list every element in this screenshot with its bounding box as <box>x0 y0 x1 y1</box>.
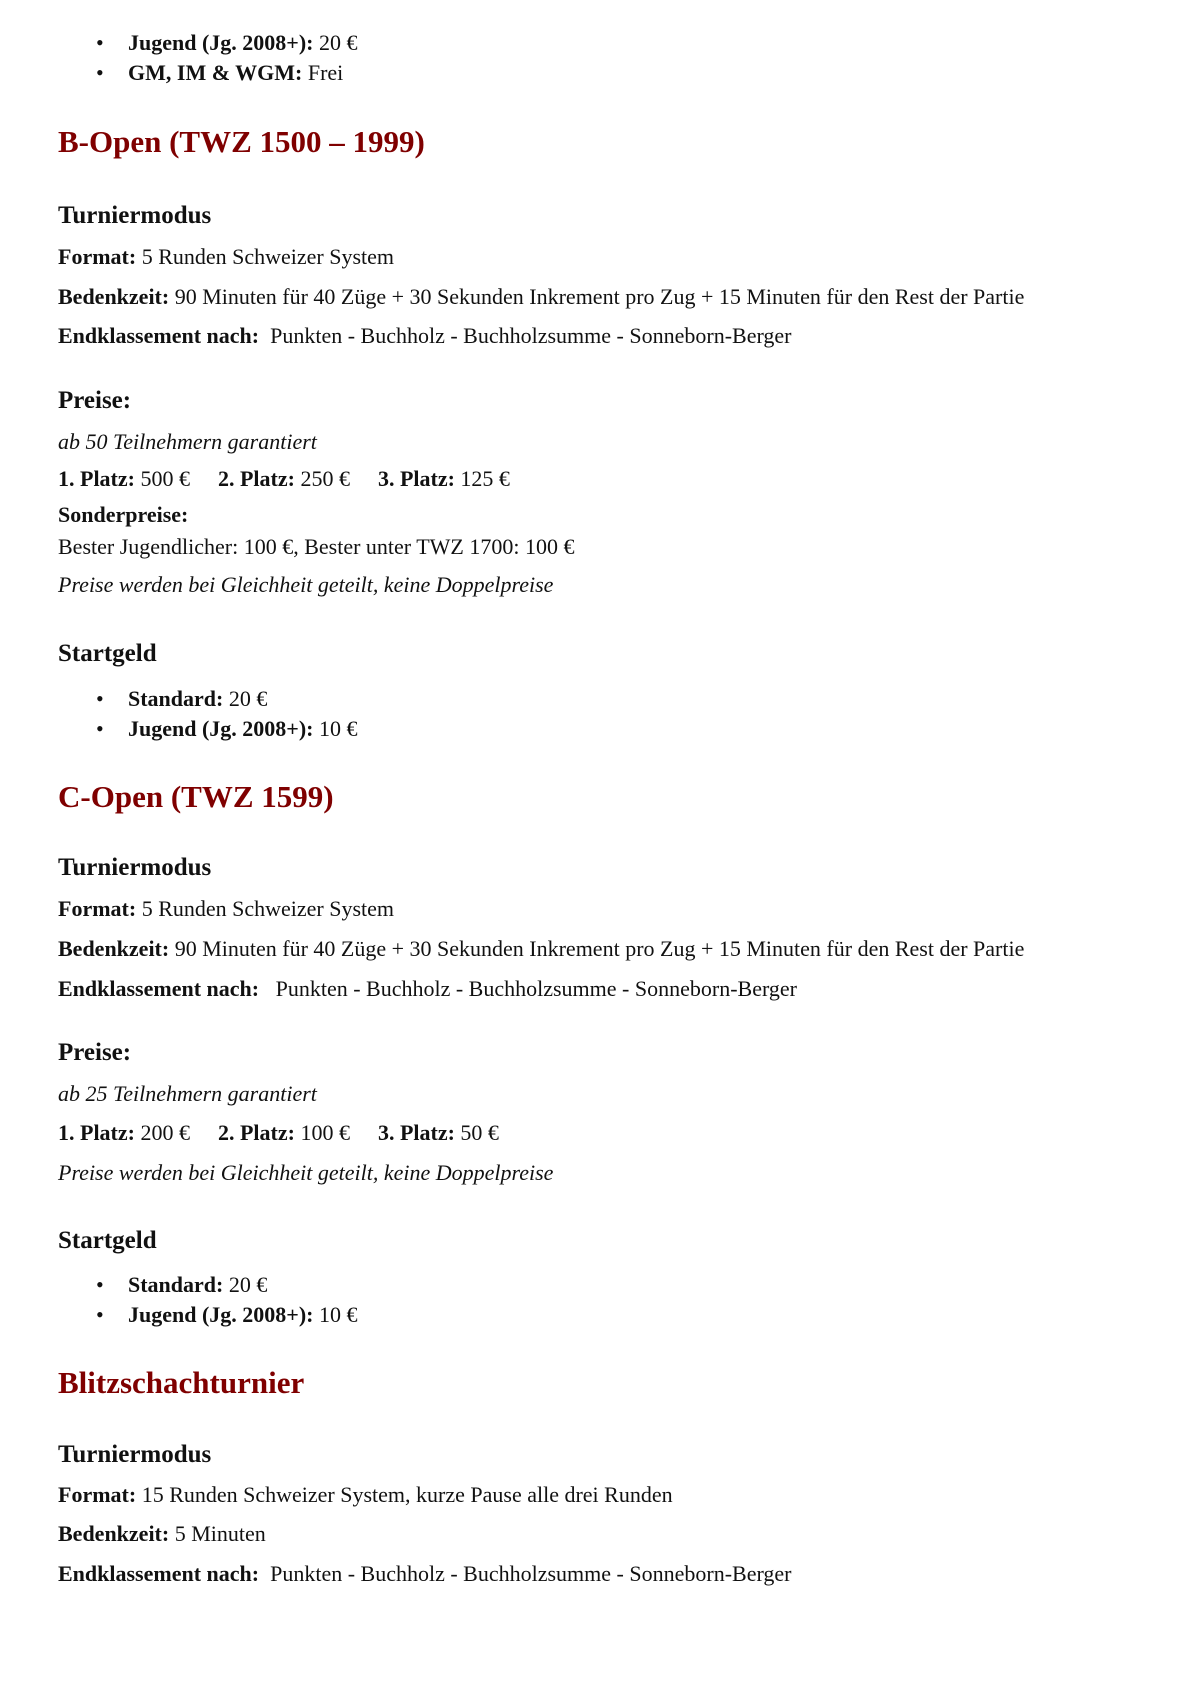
c-open-prizes-note: ab 25 Teilnehmern garantiert <box>58 1081 317 1106</box>
b-open-prizes-footer: Preise werden bei Gleichheit geteilt, keine Doppelpreise <box>58 572 554 597</box>
b-open-entry-fee-list <box>0 686 358 746</box>
blitz-title: Blitzschachturnier <box>58 1365 305 1400</box>
c-open-prizes-footer: Preise werden bei Gleichheit geteilt, keine Doppelpreise <box>58 1160 554 1185</box>
c-open-prizes-heading: Preise: <box>58 1039 132 1066</box>
b-open-time-control: Bedenkzeit: 90 Minuten für 40 Züge + 30 Sekunden Inkrement pro Zug + 15 Minuten für den Rest der Partie <box>58 284 1025 309</box>
prize-item: 2. Platz: 100 € <box>217 1120 350 1145</box>
bullet-icon: • <box>96 1302 104 1327</box>
list-item: • GM, IM & WGM: Frei <box>96 60 344 85</box>
bullet-icon: • <box>96 686 104 711</box>
blitz-time-control: Bedenkzeit: 5 Minuten <box>58 1521 266 1546</box>
list-item: • Standard: 20 € <box>96 686 268 711</box>
b-open-prize-row <box>58 466 538 492</box>
c-open-entry-heading: Startgeld <box>58 1227 157 1254</box>
list-item: • Jugend (Jg. 2008+): 10 € <box>96 716 358 741</box>
prize-item: 2. Platz: 250 € <box>217 466 350 491</box>
c-open-ranking: Endklassement nach: Punkten - Buchholz - Buchholzsumme - Sonneborn-Berger <box>58 976 797 1001</box>
prize-item: 3. Platz: 50 € <box>377 1120 499 1145</box>
prize-item: 3. Platz: 125 € <box>377 466 510 491</box>
list-item: • Jugend (Jg. 2008+): 20 € <box>96 30 358 55</box>
blitz-ranking: Endklassement nach: Punkten - Buchholz - Buchholzsumme - Sonneborn-Berger <box>58 1561 792 1586</box>
bullet-icon: • <box>96 716 104 741</box>
b-open-prizes-heading: Preise: <box>58 387 132 414</box>
c-open-entry-fee-list <box>0 1272 358 1332</box>
bullet-icon: • <box>96 1272 104 1297</box>
c-open-format: Format: 5 Runden Schweizer System <box>58 896 395 921</box>
b-open-title: B-Open (TWZ 1500 – 1999) <box>58 124 425 159</box>
blitz-format: Format: 15 Runden Schweizer System, kurze Pause alle drei Runden <box>58 1482 673 1507</box>
c-open-time-control: Bedenkzeit: 90 Minuten für 40 Züge + 30 Sekunden Inkrement pro Zug + 15 Minuten für den Rest der Partie <box>58 936 1025 961</box>
blitz-mode-heading: Turniermodus <box>58 1441 212 1468</box>
b-open-special-prizes-label: Sonderpreise: <box>58 502 189 527</box>
c-open-mode-heading: Turniermodus <box>58 854 212 881</box>
b-open-entry-heading: Startgeld <box>58 640 157 667</box>
b-open-mode-heading: Turniermodus <box>58 202 212 229</box>
b-open-prizes-note: ab 50 Teilnehmern garantiert <box>58 429 317 454</box>
bullet-icon: • <box>96 60 104 85</box>
bullet-icon: • <box>96 30 104 55</box>
prize-item: 1. Platz: 200 € <box>58 1120 190 1145</box>
list-item: • Jugend (Jg. 2008+): 10 € <box>96 1302 358 1327</box>
list-item: • Standard: 20 € <box>96 1272 268 1297</box>
c-open-title: C-Open (TWZ 1599) <box>58 779 334 814</box>
c-open-prize-row <box>58 1120 527 1146</box>
b-open-special-prizes-value: Bester Jugendlicher: 100 €, Bester unter TWZ 1700: 100 € <box>58 534 575 559</box>
a-open-entry-fee-list <box>0 30 358 90</box>
prize-item: 1. Platz: 500 € <box>58 466 190 491</box>
b-open-ranking: Endklassement nach: Punkten - Buchholz - Buchholzsumme - Sonneborn-Berger <box>58 323 792 348</box>
b-open-format: Format: 5 Runden Schweizer System <box>58 244 395 269</box>
